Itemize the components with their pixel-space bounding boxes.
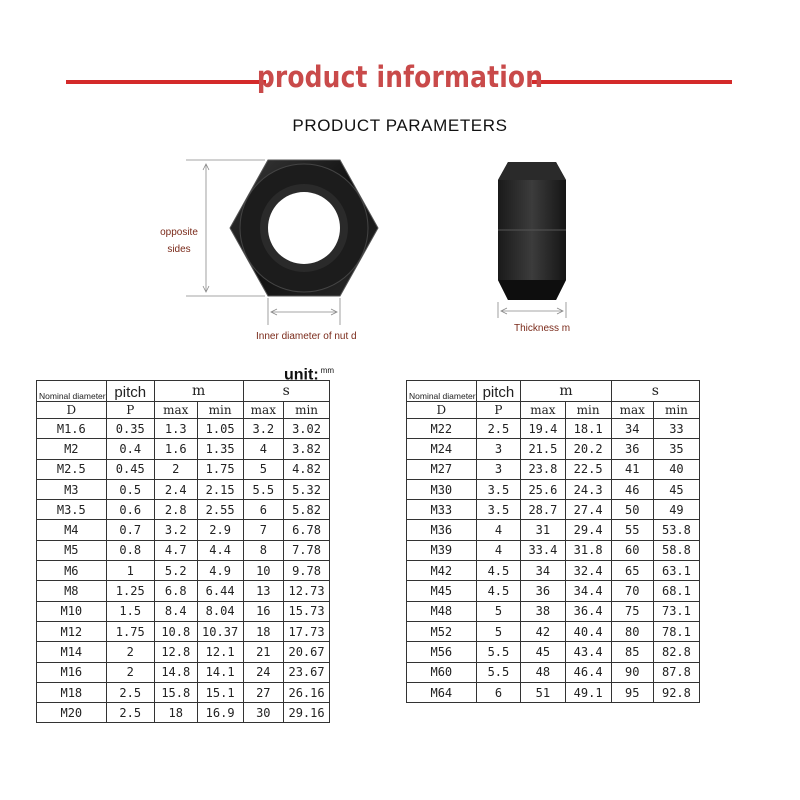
cell-pitch: 5.5 <box>476 662 521 682</box>
cell-size: M60 <box>407 662 477 682</box>
cell-s-min: 63.1 <box>653 561 699 581</box>
table-row <box>37 540 330 560</box>
cell-pitch: 6 <box>476 682 521 702</box>
header-m: m <box>521 381 611 402</box>
cell-size: M16 <box>37 662 107 682</box>
cell-s-max: 75 <box>611 601 653 621</box>
cell-m-max: 5.2 <box>154 561 197 581</box>
table-row <box>407 682 700 702</box>
opposite-label-line1: opposite <box>160 227 198 238</box>
cell-pitch: 0.7 <box>106 520 154 540</box>
table-row <box>407 500 700 520</box>
header-s: s <box>611 381 699 402</box>
header-s-min: min <box>284 402 330 419</box>
cell-size: M1.6 <box>37 419 107 439</box>
cell-pitch: 4 <box>476 520 521 540</box>
cell-size: M48 <box>407 601 477 621</box>
cell-s-min: 68.1 <box>653 581 699 601</box>
cell-m-min: 22.5 <box>565 459 611 479</box>
table-row <box>407 621 700 641</box>
table-row <box>37 479 330 499</box>
cell-size: M30 <box>407 479 477 499</box>
page-subtitle: PRODUCT PARAMETERS <box>292 116 508 135</box>
cell-s-max: 70 <box>611 581 653 601</box>
cell-m-max: 23.8 <box>521 459 565 479</box>
header-m-max: max <box>521 402 565 419</box>
cell-s-min: 20.67 <box>284 642 330 662</box>
cell-s-max: 4 <box>243 439 284 459</box>
cell-m-max: 2.8 <box>154 500 197 520</box>
cell-s-max: 6 <box>243 500 284 520</box>
page-title: product information <box>256 60 544 94</box>
cell-s-min: 92.8 <box>653 682 699 702</box>
cell-size: M33 <box>407 500 477 520</box>
cell-pitch: 3 <box>476 439 521 459</box>
table-row <box>37 561 330 581</box>
unit-text: unit: <box>284 366 319 384</box>
cell-s-min: 3.82 <box>284 439 330 459</box>
cell-size: M42 <box>407 561 477 581</box>
cell-s-max: 18 <box>243 621 284 641</box>
cell-pitch: 1 <box>106 561 154 581</box>
cell-s-max: 34 <box>611 419 653 439</box>
cell-m-max: 1.6 <box>154 439 197 459</box>
header-s-min: min <box>653 402 699 419</box>
cell-size: M36 <box>407 520 477 540</box>
cell-size: M56 <box>407 642 477 662</box>
cell-m-min: 49.1 <box>565 682 611 702</box>
cell-pitch: 1.25 <box>106 581 154 601</box>
cell-size: M2.5 <box>37 459 107 479</box>
header-nominal: Nominal diameter <box>37 381 107 402</box>
cell-pitch: 4.5 <box>476 561 521 581</box>
spec-table-left <box>36 380 330 723</box>
cell-m-min: 31.8 <box>565 540 611 560</box>
opposite-label-line2: sides <box>167 244 191 255</box>
cell-m-max: 36 <box>521 581 565 601</box>
header-d: D <box>37 402 107 419</box>
cell-m-min: 15.1 <box>197 682 243 702</box>
cell-s-max: 24 <box>243 662 284 682</box>
table-row <box>37 703 330 723</box>
cell-m-min: 12.1 <box>197 642 243 662</box>
header-pitch: pitch <box>476 381 521 402</box>
cell-s-max: 95 <box>611 682 653 702</box>
cell-pitch: 3.5 <box>476 479 521 499</box>
cell-m-min: 4.9 <box>197 561 243 581</box>
thickness-dimension <box>498 302 566 318</box>
header-m: m <box>154 381 243 402</box>
cell-m-min: 20.2 <box>565 439 611 459</box>
cell-s-max: 85 <box>611 642 653 662</box>
table-row <box>37 621 330 641</box>
table-row <box>407 642 700 662</box>
table-row <box>407 601 700 621</box>
cell-m-min: 24.3 <box>565 479 611 499</box>
header-s: s <box>243 381 329 402</box>
cell-s-min: 45 <box>653 479 699 499</box>
cell-s-max: 46 <box>611 479 653 499</box>
cell-m-max: 38 <box>521 601 565 621</box>
cell-s-max: 80 <box>611 621 653 641</box>
cell-s-min: 73.1 <box>653 601 699 621</box>
cell-pitch: 3 <box>476 459 521 479</box>
unit-value: mm <box>320 366 334 375</box>
cell-pitch: 5.5 <box>476 642 521 662</box>
spec-table-right <box>406 380 700 703</box>
table-row <box>37 459 330 479</box>
cell-m-max: 2.4 <box>154 479 197 499</box>
cell-pitch: 0.5 <box>106 479 154 499</box>
cell-m-min: 2.55 <box>197 500 243 520</box>
table-row <box>37 520 330 540</box>
header-nominal: Nominal diameter <box>407 381 477 402</box>
cell-m-min: 18.1 <box>565 419 611 439</box>
cell-m-max: 18 <box>154 703 197 723</box>
cell-size: M24 <box>407 439 477 459</box>
cell-s-max: 41 <box>611 459 653 479</box>
cell-pitch: 2 <box>106 662 154 682</box>
cell-size: M8 <box>37 581 107 601</box>
cell-size: M45 <box>407 581 477 601</box>
table-row <box>407 439 700 459</box>
cell-size: M3 <box>37 479 107 499</box>
table-row <box>407 520 700 540</box>
cell-m-max: 42 <box>521 621 565 641</box>
cell-m-max: 31 <box>521 520 565 540</box>
cell-m-min: 32.4 <box>565 561 611 581</box>
cell-pitch: 2.5 <box>106 682 154 702</box>
table-row <box>37 662 330 682</box>
cell-m-max: 51 <box>521 682 565 702</box>
header-m-max: max <box>154 402 197 419</box>
inner-diameter-dimension <box>268 298 340 325</box>
cell-m-min: 43.4 <box>565 642 611 662</box>
cell-s-min: 23.67 <box>284 662 330 682</box>
cell-m-min: 36.4 <box>565 601 611 621</box>
cell-pitch: 0.4 <box>106 439 154 459</box>
cell-s-max: 60 <box>611 540 653 560</box>
cell-m-min: 46.4 <box>565 662 611 682</box>
cell-size: M64 <box>407 682 477 702</box>
cell-size: M39 <box>407 540 477 560</box>
cell-size: M22 <box>407 419 477 439</box>
cell-s-min: 26.16 <box>284 682 330 702</box>
cell-size: M4 <box>37 520 107 540</box>
cell-s-max: 50 <box>611 500 653 520</box>
cell-m-max: 21.5 <box>521 439 565 459</box>
table-row <box>37 642 330 662</box>
cell-m-max: 15.8 <box>154 682 197 702</box>
table-row <box>407 419 700 439</box>
table-row <box>407 479 700 499</box>
header-m-min: min <box>197 402 243 419</box>
cell-size: M3.5 <box>37 500 107 520</box>
cell-pitch: 0.6 <box>106 500 154 520</box>
cell-m-max: 10.8 <box>154 621 197 641</box>
table-row <box>37 682 330 702</box>
cell-m-max: 45 <box>521 642 565 662</box>
cell-m-max: 28.7 <box>521 500 565 520</box>
table-row <box>407 561 700 581</box>
cell-s-min: 29.16 <box>284 703 330 723</box>
table-row <box>407 662 700 682</box>
cell-s-max: 90 <box>611 662 653 682</box>
hex-nut-diagram <box>0 0 800 360</box>
cell-m-min: 16.9 <box>197 703 243 723</box>
cell-m-max: 12.8 <box>154 642 197 662</box>
cell-m-min: 29.4 <box>565 520 611 540</box>
cell-s-max: 3.2 <box>243 419 284 439</box>
cell-pitch: 4.5 <box>476 581 521 601</box>
cell-s-max: 5 <box>243 459 284 479</box>
inner-diameter-label: Inner diameter of nut d <box>256 331 357 342</box>
header-pitch: pitch <box>106 381 154 402</box>
table-row <box>407 540 700 560</box>
cell-s-max: 16 <box>243 601 284 621</box>
cell-m-max: 25.6 <box>521 479 565 499</box>
cell-s-max: 7 <box>243 520 284 540</box>
cell-s-min: 15.73 <box>284 601 330 621</box>
cell-m-min: 1.75 <box>197 459 243 479</box>
table-row <box>407 581 700 601</box>
cell-m-max: 33.4 <box>521 540 565 560</box>
table-row <box>37 601 330 621</box>
table-row <box>37 439 330 459</box>
cell-s-min: 33 <box>653 419 699 439</box>
cell-s-min: 40 <box>653 459 699 479</box>
cell-m-max: 34 <box>521 561 565 581</box>
cell-pitch: 0.8 <box>106 540 154 560</box>
cell-m-min: 8.04 <box>197 601 243 621</box>
cell-s-max: 65 <box>611 561 653 581</box>
cell-s-min: 5.32 <box>284 479 330 499</box>
cell-s-max: 10 <box>243 561 284 581</box>
cell-s-min: 87.8 <box>653 662 699 682</box>
cell-m-max: 4.7 <box>154 540 197 560</box>
cell-s-min: 82.8 <box>653 642 699 662</box>
thickness-label: Thickness m <box>514 323 571 334</box>
cell-pitch: 1.5 <box>106 601 154 621</box>
cell-s-max: 5.5 <box>243 479 284 499</box>
cell-m-min: 6.44 <box>197 581 243 601</box>
cell-s-min: 4.82 <box>284 459 330 479</box>
cell-s-min: 12.73 <box>284 581 330 601</box>
cell-s-max: 8 <box>243 540 284 560</box>
cell-s-min: 17.73 <box>284 621 330 641</box>
cell-s-max: 30 <box>243 703 284 723</box>
cell-size: M5 <box>37 540 107 560</box>
header-d: D <box>407 402 477 419</box>
cell-pitch: 2.5 <box>106 703 154 723</box>
cell-s-min: 3.02 <box>284 419 330 439</box>
header-s-max: max <box>243 402 284 419</box>
cell-pitch: 2 <box>106 642 154 662</box>
cell-s-min: 58.8 <box>653 540 699 560</box>
cell-s-max: 13 <box>243 581 284 601</box>
cell-s-min: 35 <box>653 439 699 459</box>
cell-m-max: 3.2 <box>154 520 197 540</box>
cell-s-max: 55 <box>611 520 653 540</box>
cell-pitch: 1.75 <box>106 621 154 641</box>
cell-pitch: 5 <box>476 601 521 621</box>
cell-s-min: 7.78 <box>284 540 330 560</box>
header-p: P <box>106 402 154 419</box>
cell-m-max: 14.8 <box>154 662 197 682</box>
cell-size: M20 <box>37 703 107 723</box>
cell-size: M12 <box>37 621 107 641</box>
cell-m-max: 1.3 <box>154 419 197 439</box>
cell-pitch: 2.5 <box>476 419 521 439</box>
cell-s-min: 9.78 <box>284 561 330 581</box>
cell-m-max: 2 <box>154 459 197 479</box>
cell-m-min: 34.4 <box>565 581 611 601</box>
nut-front-view-icon <box>230 160 378 296</box>
cell-m-min: 40.4 <box>565 621 611 641</box>
cell-pitch: 3.5 <box>476 500 521 520</box>
cell-m-max: 19.4 <box>521 419 565 439</box>
cell-m-min: 1.05 <box>197 419 243 439</box>
cell-size: M14 <box>37 642 107 662</box>
cell-s-min: 5.82 <box>284 500 330 520</box>
cell-pitch: 5 <box>476 621 521 641</box>
table-row <box>407 459 700 479</box>
cell-m-min: 4.4 <box>197 540 243 560</box>
cell-m-max: 48 <box>521 662 565 682</box>
table-row <box>37 500 330 520</box>
cell-size: M27 <box>407 459 477 479</box>
cell-s-max: 21 <box>243 642 284 662</box>
cell-s-max: 36 <box>611 439 653 459</box>
cell-pitch: 0.35 <box>106 419 154 439</box>
table-row <box>37 419 330 439</box>
cell-pitch: 0.45 <box>106 459 154 479</box>
header-p: P <box>476 402 521 419</box>
cell-pitch: 4 <box>476 540 521 560</box>
cell-m-min: 2.9 <box>197 520 243 540</box>
cell-s-max: 27 <box>243 682 284 702</box>
cell-m-min: 2.15 <box>197 479 243 499</box>
nut-side-view-icon <box>498 162 566 300</box>
cell-s-min: 53.8 <box>653 520 699 540</box>
cell-s-min: 6.78 <box>284 520 330 540</box>
cell-size: M52 <box>407 621 477 641</box>
cell-size: M10 <box>37 601 107 621</box>
header-m-min: min <box>565 402 611 419</box>
cell-m-min: 14.1 <box>197 662 243 682</box>
opposite-sides-label <box>148 224 210 258</box>
cell-s-min: 49 <box>653 500 699 520</box>
cell-m-min: 1.35 <box>197 439 243 459</box>
cell-size: M18 <box>37 682 107 702</box>
cell-m-min: 10.37 <box>197 621 243 641</box>
cell-size: M6 <box>37 561 107 581</box>
cell-s-min: 78.1 <box>653 621 699 641</box>
cell-m-max: 8.4 <box>154 601 197 621</box>
table-row <box>37 581 330 601</box>
cell-m-min: 27.4 <box>565 500 611 520</box>
header-s-max: max <box>611 402 653 419</box>
cell-size: M2 <box>37 439 107 459</box>
cell-m-max: 6.8 <box>154 581 197 601</box>
